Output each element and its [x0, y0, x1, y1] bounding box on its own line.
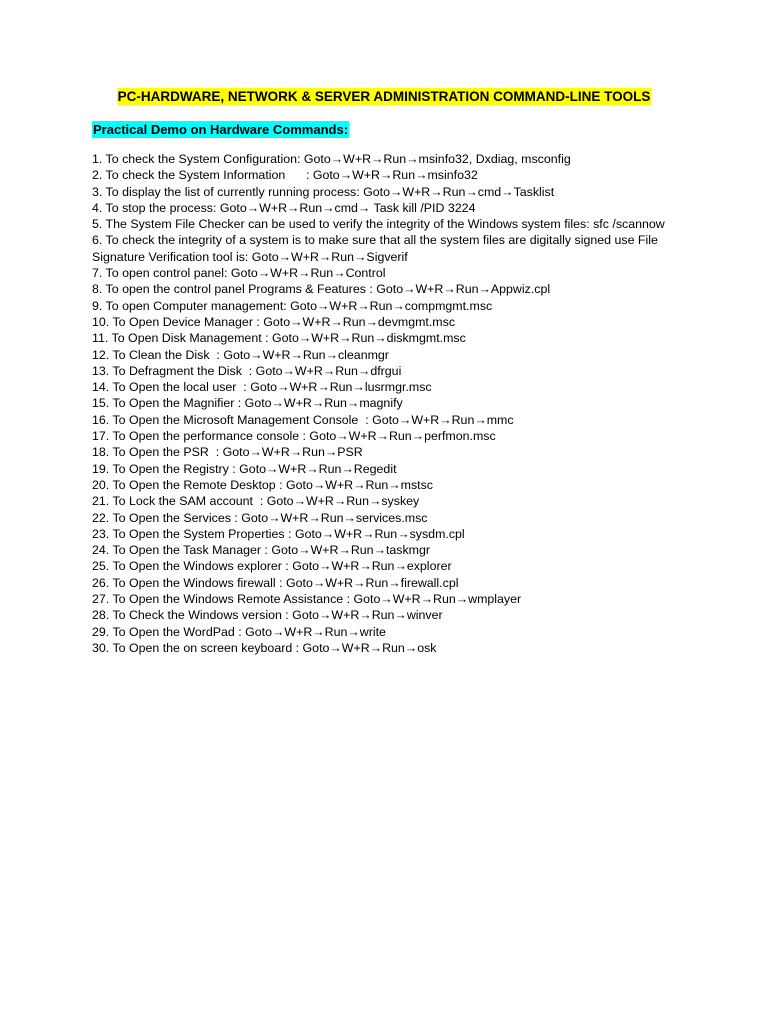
list-item: 29. To Open the WordPad : Goto→W+R→Run→write	[92, 624, 386, 639]
list-item: 26. To Open the Windows firewall : Goto→W+R→Run→firewall.cpl	[92, 575, 459, 590]
list-item: 13. To Defragment the Disk : Goto→W+R→Run→dfrgui	[92, 363, 402, 378]
list-item: 23. To Open the System Properties : Goto→W+R→Run→sysdm.cpl	[92, 526, 465, 541]
list-item: 15. To Open the Magnifier : Goto→W+R→Run→magnify	[92, 396, 403, 411]
list-item: 7. To open control panel: Goto→W+R→Run→Control	[92, 266, 386, 281]
list-item: 18. To Open the PSR : Goto→W+R→Run→PSR	[92, 445, 363, 460]
list-item: 17. To Open the performance console : Goto→W+R→Run→perfmon.msc	[92, 429, 496, 444]
list-item: 8. To open the control panel Programs & Features : Goto→W+R→Run→Appwiz.cpl	[92, 282, 551, 297]
list-item: 4. To stop the process: Goto→W+R→Run→cmd→ Task kill /PID 3224	[92, 200, 476, 215]
list-item: 12. To Clean the Disk : Goto→W+R→Run→cleanmgr	[92, 347, 389, 362]
list-item: 25. To Open the Windows explorer : Goto→W+R→Run→explorer	[92, 559, 452, 574]
list-item: 5. The System File Checker can be used to verify the integrity of the Windows system files: sfc /scannow	[92, 217, 665, 232]
list-item: 10. To Open Device Manager : Goto→W+R→Run→devmgmt.msc	[92, 314, 456, 329]
list-item: 2. To check the System Information : Goto→W+R→Run→msinfo32	[92, 168, 478, 183]
command-list	[92, 151, 672, 656]
list-item: 1. To check the System Configuration: Goto→W+R→Run→msinfo32, Dxdiag, msconfig	[92, 152, 571, 166]
list-item: 24. To Open the Task Manager : Goto→W+R→Run→taskmgr	[92, 543, 431, 558]
list-item: 20. To Open the Remote Desktop : Goto→W+R→Run→mstsc	[92, 477, 433, 492]
list-item: 30. To Open the on screen keyboard : Goto→W+R→Run→osk	[92, 640, 437, 655]
list-item: 11. To Open Disk Management : Goto→W+R→Run→diskmgmt.msc	[92, 331, 466, 346]
list-item: 22. To Open the Services : Goto→W+R→Run→services.msc	[92, 510, 428, 525]
list-item: 3. To display the list of currently running process: Goto→W+R→Run→cmd→Tasklist	[92, 184, 555, 199]
document-title: PC-HARDWARE, NETWORK & SERVER ADMINISTRATION COMMAND-LINE TOOLS	[117, 89, 651, 104]
list-item: 19. To Open the Registry : Goto→W+R→Run→Regedit	[92, 461, 397, 476]
list-item: 16. To Open the Microsoft Management Console : Goto→W+R→Run→mmc	[92, 412, 514, 427]
list-item: 27. To Open the Windows Remote Assistance : Goto→W+R→Run→wmplayer	[92, 592, 522, 607]
list-item: 6. To check the integrity of a system is to make sure that all the system files are digitally signed use File Signature Verification tool is: Goto→W+R→Run→Sigverif	[92, 233, 662, 264]
list-item: 21. To Lock the SAM account : Goto→W+R→Run→syskey	[92, 494, 420, 509]
list-item: 28. To Check the Windows version : Goto→W+R→Run→winver	[92, 608, 443, 623]
list-item: 14. To Open the local user : Goto→W+R→Run→lusrmgr.msc	[92, 380, 432, 395]
title-block	[0, 88, 768, 106]
section-heading: Practical Demo on Hardware Commands:	[93, 122, 349, 137]
list-item: 9. To open Computer management: Goto→W+R→Run→compmgmt.msc	[92, 298, 493, 313]
subtitle-block	[92, 121, 349, 139]
